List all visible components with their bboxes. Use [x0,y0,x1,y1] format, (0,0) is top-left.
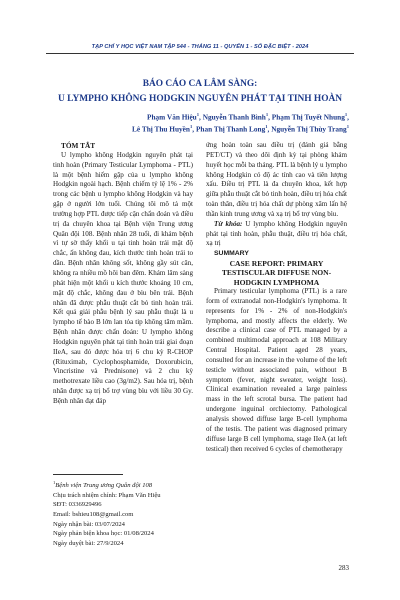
author-name: Phạm Văn Hiệu [147,112,197,122]
page-number: 283 [338,564,349,572]
footnote-line: Email: bshieu108@gmail.com [53,510,134,518]
abstract-vi-column-left [53,141,193,407]
footnote-divider [53,474,123,475]
summary-heading: SUMMARY [214,250,249,258]
summary-en-body: Primary testicular lymphoma (PTL) is a rare form of extranodal non-Hodgkin's lymphoma. It represents for 1% - 2% of non-Hodgkin's lymphoma, and mostly affects the elderly. We describe a clinical case of PTL managed by a combined multimodal approach at 108 Military Central Hospital. Patient aged 28 years, consulted for an increase in the volume of the left testicle without associated pain, without B symptom (fever, night sweater, weight loss). Clinical examination revealed a large painless mass in the left scrotal bursa. The patient had undergone inguinal orchiectomy. Pathological analysis showed diffuse large B-cell lymphoma of the testis. The patient was diagnosed primary diffuse large B cell lymphoma, stage IIeA (at left testical) then received 6 cycles of chemotherapy [206,287,347,453]
article-title-line1: BÁO CÁO CA LÂM SÀNG: [142,79,258,89]
footnote-affiliation-text: Bệnh viện Trung ương Quân đội 108 [55,482,153,490]
abstract-column-right [206,141,347,454]
author-affiliation: 1 [196,112,200,117]
footnote-affiliation [53,478,203,491]
authors-line-1: Phạm Văn Hiệu$^1$, Nguyễn Thanh Bình$^1$, Phạm Thị Tuyết Nhung$^1$, [147,112,349,122]
summary-en-title-line: TESTISCULAR DIFFUSE NON- [221,268,332,278]
footnote-line: Ngày nhận bài: 03/07/2024 [53,520,125,528]
author-name: Nguyễn Thanh Bình [202,112,266,122]
footnote-line: Ngày phản biện khoa học: 01/08/2024 [53,530,154,538]
author-name: Phạm Thị Tuyết Nhung [271,112,345,122]
header-divider [46,53,354,54]
abstract-vi-heading: TÓM TẮT [61,141,96,150]
article-title-line2: U LYMPHO KHÔNG HODGKIN NGUYÊN PHÁT TẠI TINH HOÀN [57,94,343,104]
keywords-vi-label: Từ khóa: [214,219,243,228]
author-name: Nguyễn Thị Thùy Trang [271,124,347,134]
author-name: Phan Thị Thanh Long [195,124,266,134]
author-affiliation: 1 [189,124,193,129]
author-affiliation: 1 [265,124,268,129]
abstract-vi-body-part2: ứng hoàn toàn sau điều trị (đánh giá bằng PET/CT) và theo dõi định kỳ tại phòng khám huyết học mỗi ba tháng. PTL là bệnh lý u lympho không Hodgkin có độ ác tính cao và tiên lượng xấu. Điều trị PTL là đa chuyên khoa, kết hợp giữa phẫu thuật cắt bỏ tinh hoàn, điều trị hóa chất toàn thân, điều trị hóa chất dự phòng xâm lấn hệ thần kinh trung ương và xạ trị bổ trợ vùng bìu. [206,141,347,218]
authors-line-2: Lê Thị Thu Huyền$^1$, Phan Thị Thanh Long$^1$, Nguyễn Thị Thùy Trang$^1$ [132,124,349,134]
keywords-vi-text: U lympho không Hodgkin nguyên phát tại tinh hoàn, phẫu thuật, điều trị hóa chất, xạ trị [206,219,347,248]
author-affiliation: 1 [265,112,269,117]
footnote-line: Chịu trách nhiệm chính: Phạm Văn Hiệu [53,491,161,499]
footnotes [53,478,203,548]
abstract-vi-body-part1: U lympho không Hodgkin nguyên phát tại tinh hoàn (Primary Testicular Lymphoma - PTL) là một bệnh hiếm gặp của u lympho không Hodgkin ngoài hạch. Bệnh chiếm tỷ lệ 1% - 2% trong các bệnh u lympho không Hodgkin và hay gặp ở người lớn tuổi. Chúng tôi mô tả một trường hợp PTL được tiếp cận chẩn đoán và điều trị đa chuyên khoa tại Bệnh viện Trung ương Quân đội 108. Bệnh nhân 28 tuổi, đi khám bệnh vì tự sờ thấy khối u tại tinh hoàn trái mật độ chắc, ấn không đau, kích thước tinh hoàn trái to dần. Bệnh nhân không sốt, không gầy sút cân, không ra nhiều mồ hôi ban đêm. Khám lâm sàng phát hiện một khối u kích thước khoảng 10 cm, mật độ chắc, không đau ở bìu bên trái. Bệnh nhân đã được phẫu thuật cắt bỏ tinh hoàn trái. Kết quả giải phẫu bệnh lý sau phẫu thuật là u lympho tế bào B lớn lan tỏa tip không tâm mầm. Bệnh nhân được chẩn đoán: U lympho không Hodgkin nguyên phát tại tinh hoàn trái giai đoạn IIeA, sau đó được hóa trị 6 chu kỳ R-CHOP (Rituximab, Cyclophosphamide, Doxorubicin, Vincristine và Prednisone) và 2 chu kỳ methotrexate liều cao (3g/m2). Sau hóa trị, bệnh nhân được xạ trị bổ trợ vùng bìu với liều 30 Gy. Bệnh nhân đạt đáp [53,150,193,405]
summary-en-title-line: HODGKIN LYMPHOMA [233,277,320,287]
author-name: Lê Thị Thu Huyền [132,124,190,134]
footnote-affiliation-sup: 1 [53,480,56,485]
author-affiliation: 1 [344,112,348,117]
keywords-vi [206,220,347,250]
journal-header: TẠP CHÍ Y HỌC VIỆT NAM TẬP 544 - THÁNG 11 - QUYỂN 1 - SỐ ĐẶC BIỆT - 2024 [91,44,309,50]
author-affiliation: 1 [346,124,349,129]
summary-en-title [206,259,347,287]
summary-en-title-line: CASE REPORT: PRIMARY [229,259,324,269]
footnote-line: SĐT: 0336929496 [53,501,102,509]
footnote-line: Ngày duyệt bài: 27/9/2024 [53,539,124,547]
